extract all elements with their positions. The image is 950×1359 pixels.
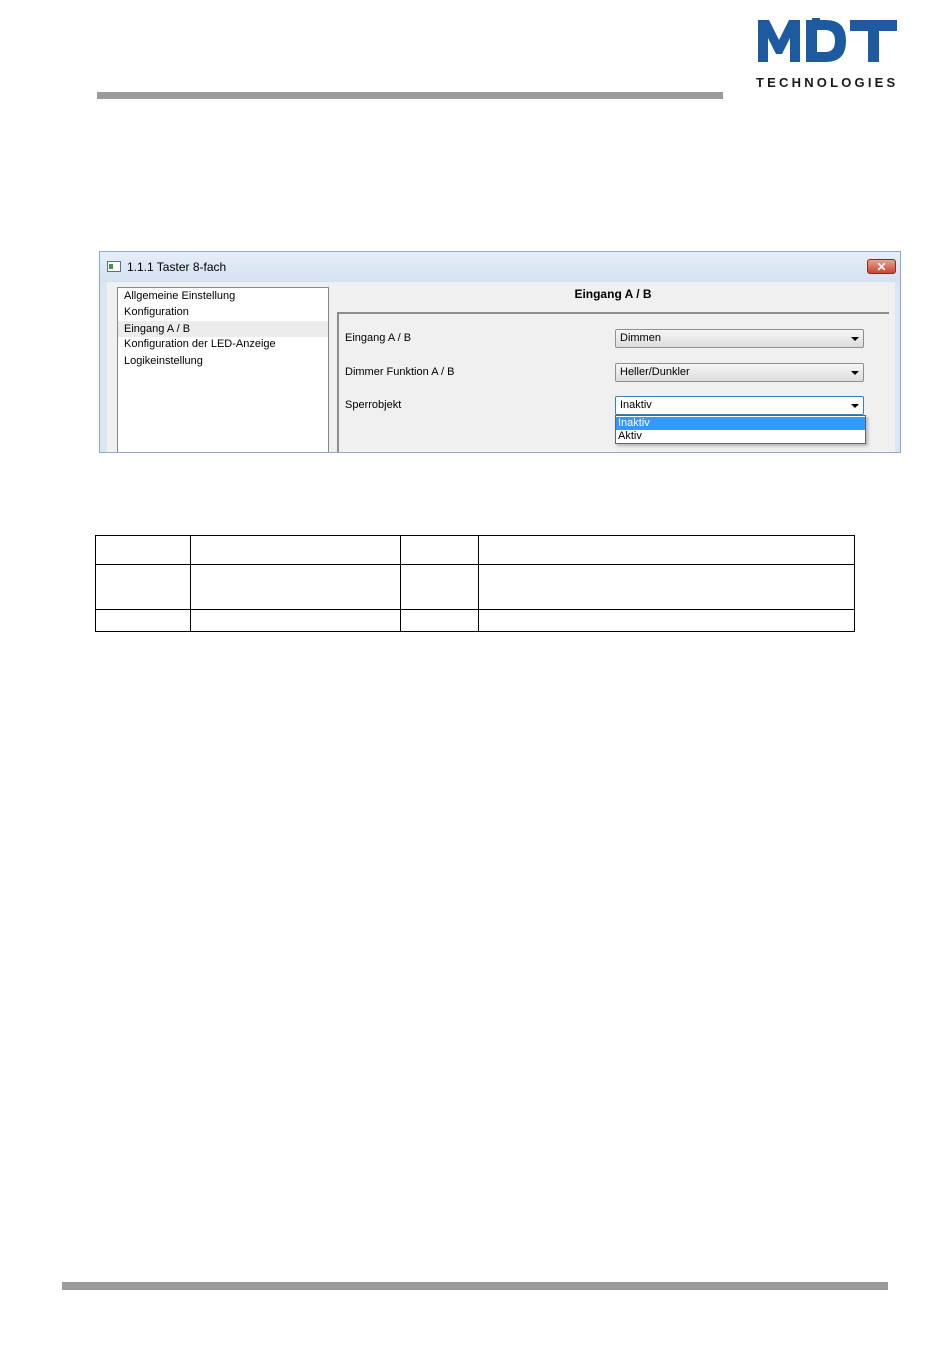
nav-item-led-anzeige[interactable]: Konfiguration der LED-Anzeige [124, 338, 276, 350]
param-label-dimmer-funktion: Dimmer Funktion A / B [345, 366, 455, 378]
dimmer-funktion-select[interactable] [615, 363, 864, 382]
table-cell [401, 536, 479, 565]
mdt-logo-mark [756, 18, 899, 62]
chevron-down-icon [851, 404, 859, 408]
table-cell [96, 565, 191, 610]
table-cell [479, 610, 855, 632]
nav-item-allgemeine-einstellung[interactable]: Allgemeine Einstellung [124, 290, 236, 302]
table-cell [479, 565, 855, 610]
parameter-table [95, 535, 855, 632]
panel-title: Eingang A / B [574, 287, 652, 301]
window-icon [107, 261, 121, 272]
table-row [96, 610, 855, 632]
close-button[interactable] [867, 259, 896, 274]
mdt-logo [756, 18, 899, 90]
table-cell [96, 610, 191, 632]
chevron-down-icon [851, 371, 859, 375]
table-cell [191, 536, 401, 565]
table-cell [191, 610, 401, 632]
chevron-down-icon [851, 337, 859, 341]
nav-item-konfiguration[interactable]: Konfiguration [124, 306, 189, 318]
table-row [96, 565, 855, 610]
sperrobjekt-dropdown [615, 415, 866, 444]
table-cell [191, 565, 401, 610]
dimmer-funktion-select-value: Heller/Dunkler [620, 366, 690, 378]
nav-item-eingang-a-b[interactable]: Eingang A / B [118, 321, 328, 337]
eingang-select[interactable] [615, 329, 864, 348]
sperrobjekt-select[interactable] [615, 396, 864, 415]
dropdown-option-inaktiv[interactable]: Inaktiv [616, 417, 865, 430]
close-icon: ✕ [876, 260, 887, 274]
table-cell [479, 536, 855, 565]
eingang-select-value: Dimmen [620, 332, 661, 344]
table-cell [401, 565, 479, 610]
dialog-titlebar[interactable] [100, 252, 900, 282]
dialog-client [107, 282, 895, 452]
header-rule [97, 92, 723, 99]
dropdown-option-aktiv[interactable]: Aktiv [618, 430, 642, 442]
sperrobjekt-select-value: Inaktiv [620, 399, 652, 411]
nav-item-logikeinstellung[interactable]: Logikeinstellung [124, 355, 203, 367]
settings-dialog [99, 251, 901, 453]
dialog-title: 1.1.1 Taster 8-fach [127, 260, 227, 274]
param-label-eingang: Eingang A / B [345, 332, 412, 344]
table-row [96, 536, 855, 565]
logo-subtitle: TECHNOLOGIES [756, 75, 899, 90]
table-cell [401, 610, 479, 632]
parameter-tree [117, 287, 329, 453]
table-cell [96, 536, 191, 565]
param-label-sperrobjekt: Sperrobjekt [345, 399, 402, 411]
footer-rule [62, 1282, 888, 1290]
